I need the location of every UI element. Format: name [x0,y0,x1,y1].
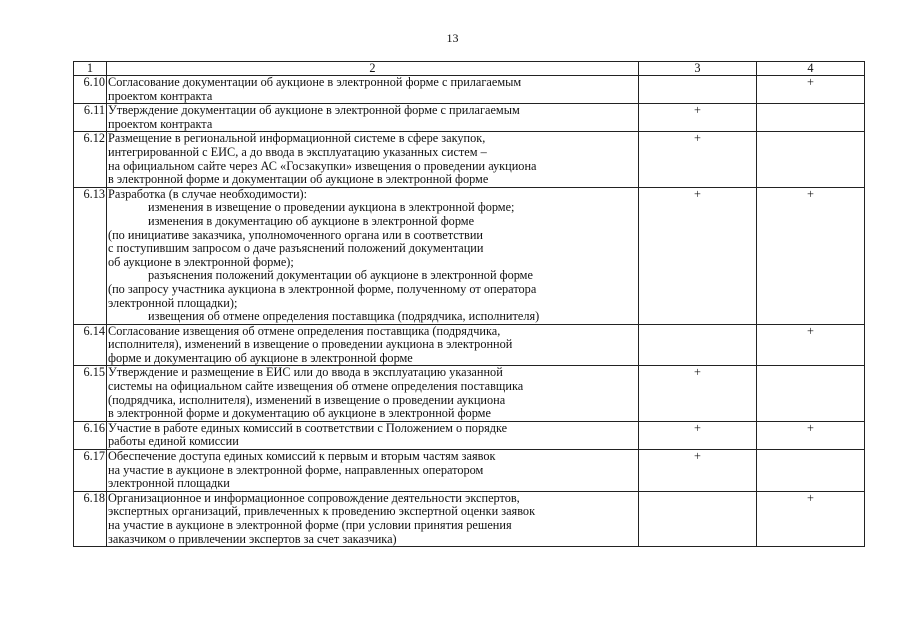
description-line: Утверждение и размещение в ЕИС или до ввода в эксплуатацию указанной [108,365,503,380]
mark-col-4: + [757,324,865,366]
description-line: заказчиком о привлечении экспертов за счет заказчика) [108,531,397,546]
description-line: Разработка (в случае необходимости): [108,186,308,201]
row-number: 6.12 [74,132,107,187]
description-line: Обеспечение доступа единых комиссий к первым и вторым частям заявок [108,449,496,464]
mark-col-3: + [639,104,757,132]
row-number: 6.11 [74,104,107,132]
row-description [107,104,639,132]
row-number: 6.14 [74,324,107,366]
mark-col-3: + [639,132,757,187]
description-line: работы единой комиссии [108,434,239,449]
row-description [107,132,639,187]
table-row [74,104,865,132]
table-row [74,491,865,546]
description-line: извещения об отмене определения поставщика (подрядчика, исполнителя) [148,309,540,324]
row-description [107,491,639,546]
description-line: Участие в работе единых комиссий в соответствии с Положением о порядке [108,420,508,435]
description-line: изменения в извещение о проведении аукциона в электронной форме; [148,200,515,215]
table-header-row [74,62,865,76]
table-row [74,421,865,449]
mark-col-4: + [757,491,865,546]
mark-col-3: + [639,421,757,449]
table-row [74,132,865,187]
description-line: интегрированной с ЕИС, а до ввода в эксплуатацию указанных систем – [108,144,487,159]
row-number: 6.13 [74,187,107,324]
table-body [74,62,865,547]
description-line: в электронной форме и документации об аукционе в электронной форме [108,172,489,187]
description-line: Согласование извещения об отмене определения поставщика (подрядчика, [108,323,501,338]
description-line: на официальном сайте через АС «Госзакупки» извещения о проведении аукциона [108,158,537,173]
description-line: разъяснения положений документации об аукционе в электронной форме [148,268,533,283]
row-description [107,76,639,104]
description-line: (подрядчика, исполнителя), изменений в извещение о проведении аукциона [108,392,506,407]
header-col-3: 3 [639,62,757,76]
description-line: Организационное и информационное сопровождение деятельности экспертов, [108,490,520,505]
header-col-2: 2 [107,62,639,76]
header-col-4: 4 [757,62,865,76]
table-row [74,76,865,104]
mark-col-4: + [757,187,865,324]
description-line: в электронной форме и документацию об аукционе в электронной форме [108,406,491,421]
row-description [107,450,639,492]
description-line: системы на официальном сайте извещения об отмене определения поставщика [108,379,524,394]
mark-col-3 [639,76,757,104]
description-line: на участие в аукционе в электронной форме, направленных оператором [108,462,484,477]
description-line: форме и документацию об аукционе в электронной форме [108,350,413,365]
mark-col-4 [757,450,865,492]
row-description [107,366,639,421]
table-row [74,187,865,324]
mark-col-4 [757,132,865,187]
row-number: 6.10 [74,76,107,104]
mark-col-4 [757,366,865,421]
description-line: с поступившим запросом о даче разъяснений положений документации [108,241,484,256]
row-description [107,421,639,449]
description-line: исполнителя), изменений в извещение о проведении аукциона в электронной [108,337,513,352]
mark-col-4: + [757,421,865,449]
mark-col-3: + [639,187,757,324]
description-line: (по инициативе заказчика, уполномоченного органа или в соответствии [108,227,484,242]
description-line: Размещение в региональной информационной системе в сфере закупок, [108,131,486,146]
mark-col-3: + [639,450,757,492]
row-number: 6.16 [74,421,107,449]
description-line: об аукционе в электронной форме); [108,254,294,269]
mark-col-4 [757,104,865,132]
table-row [74,450,865,492]
description-line: (по запросу участника аукциона в электронной форме, полученному от оператора [108,281,537,296]
description-line: Утверждение документации об аукционе в электронной форме с прилагаемым [108,103,520,118]
description-line: проектом контракта [108,116,213,131]
page-number: 13 [446,31,459,45]
description-line: изменения в документацию об аукционе в электронной форме [148,213,475,228]
row-number: 6.17 [74,450,107,492]
table-row [74,324,865,366]
mark-col-4: + [757,76,865,104]
table-row [74,366,865,421]
description-line: электронной площадки); [108,295,238,310]
responsibility-table [73,61,865,547]
description-line: экспертных организаций, привлеченных к проведению экспертной оценки заявок [108,504,536,519]
description-line: проектом контракта [108,88,213,103]
row-description [107,324,639,366]
row-number: 6.18 [74,491,107,546]
header-col-1: 1 [74,62,107,76]
mark-col-3 [639,324,757,366]
row-number: 6.15 [74,366,107,421]
description-line: на участие в аукционе в электронной форме (при условии принятия решения [108,518,512,532]
description-line: электронной площадки [108,476,230,491]
mark-col-3 [639,491,757,546]
description-line: Согласование документации об аукционе в электронной форме с прилагаемым [108,75,522,89]
row-description [107,187,639,324]
mark-col-3: + [639,366,757,421]
